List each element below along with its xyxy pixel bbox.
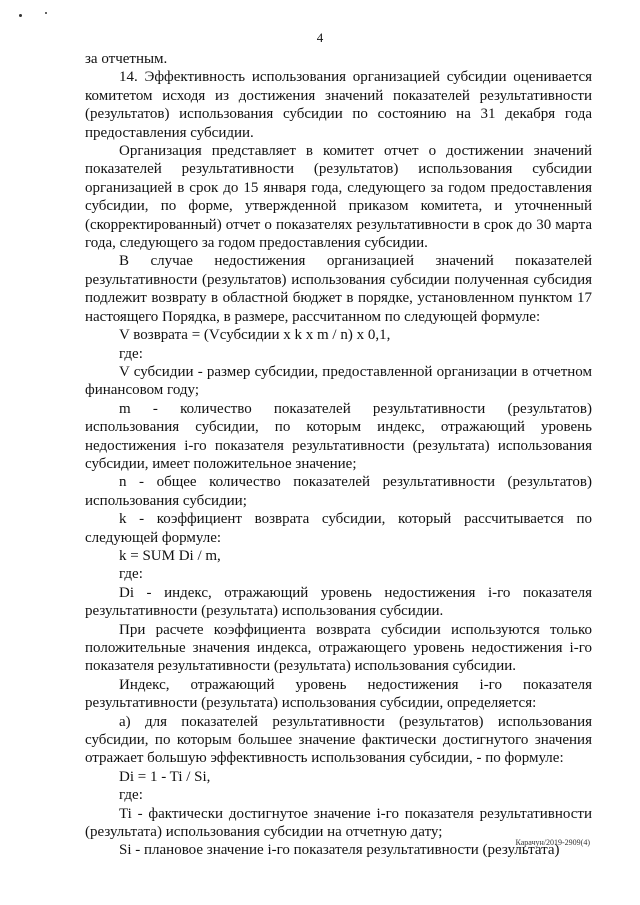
paragraph: за отчетным. (85, 51, 168, 67)
body-text (85, 50, 592, 860)
paragraph: m - количество показателей результативности (результатов) использования субсидии, по которым индекс, отражающий уровень недостижения i-го показателя результативности (результата) использования субсидии, имеет положительное значение; (85, 400, 592, 472)
paragraph: Ti - фактически достигнутое значение i-го показателя результативности (результата) использования субсидии на отчетную дату; (85, 805, 592, 841)
paragraph: В случае недостижения организацией значений показателей результативности (результатов) использования субсидии полученная субсидия подлежит возврату в областной бюджет в порядке, установленном пунктом 17 настоящего Порядка, в размере, рассчитанном по следующей формуле: (85, 253, 592, 325)
paragraph: где: (119, 566, 143, 583)
paragraph: где: (119, 345, 143, 362)
paragraph: а) для показателей результативности (результатов) использования субсидии, по которым большее значение фактически достигнутого значения отражает большую эффективность использования субсидии, - по формуле: (85, 713, 592, 767)
paragraph: где: (119, 787, 143, 804)
paragraph: k - коэффициент возврата субсидии, который рассчитывается по следующей формуле: (85, 511, 592, 546)
paragraph: При расчете коэффициента возврата субсидии используются только положительные значения индекса, отражающего уровень недостижения i-го показателя результативности (результата) использования субсидии. (85, 621, 592, 675)
scan-speck (45, 12, 47, 14)
paragraph: 14. Эффективность использования организацией субсидии оценивается комитетом исходя из достижения значений показателей результативности (результатов) использования субсидии по состоянию на 31 декабря года предоставления субсидии. (85, 69, 592, 141)
paragraph: Индекс, отражающий уровень недостижения i-го показателя результативности (результата) использования субсидии, определяется: (85, 676, 592, 712)
paragraph: Di = 1 - Ti / Si, (119, 768, 211, 785)
paragraph: Организация представляет в комитет отчет о достижении значений показателей результативности (результатов) использования субсидии организацией в срок до 15 января года, следующего за годом предоставления субсидии, по форме, утвержденной приказом комитета, и уточненный (скорректированный) отчет о показателях результативности в срок до 30 марта года, следующего за годом предоставления субсидии. (85, 143, 592, 252)
footer-document-code: Карачун/2019-2909(4) (515, 838, 590, 847)
paragraph: n - общее количество показателей результативности (результатов) использования субсидии; (85, 474, 592, 509)
page-number: 4 (316, 30, 324, 45)
paragraph: Di - индекс, отражающий уровень недостижения i-го показателя результативности (результата) использования субсидии. (85, 584, 592, 620)
paragraph: Si - плановое значение i-го показателя результативности (результата) (119, 842, 560, 859)
scan-speck (19, 14, 22, 17)
paragraph: k = SUM Di / m, (119, 547, 221, 564)
paragraph: V субсидии - размер субсидии, предоставленной организации в отчетном финансовом году; (85, 363, 592, 399)
paragraph: V возврата = (Vсубсидии x k x m / n) x 0,1, (119, 327, 391, 344)
